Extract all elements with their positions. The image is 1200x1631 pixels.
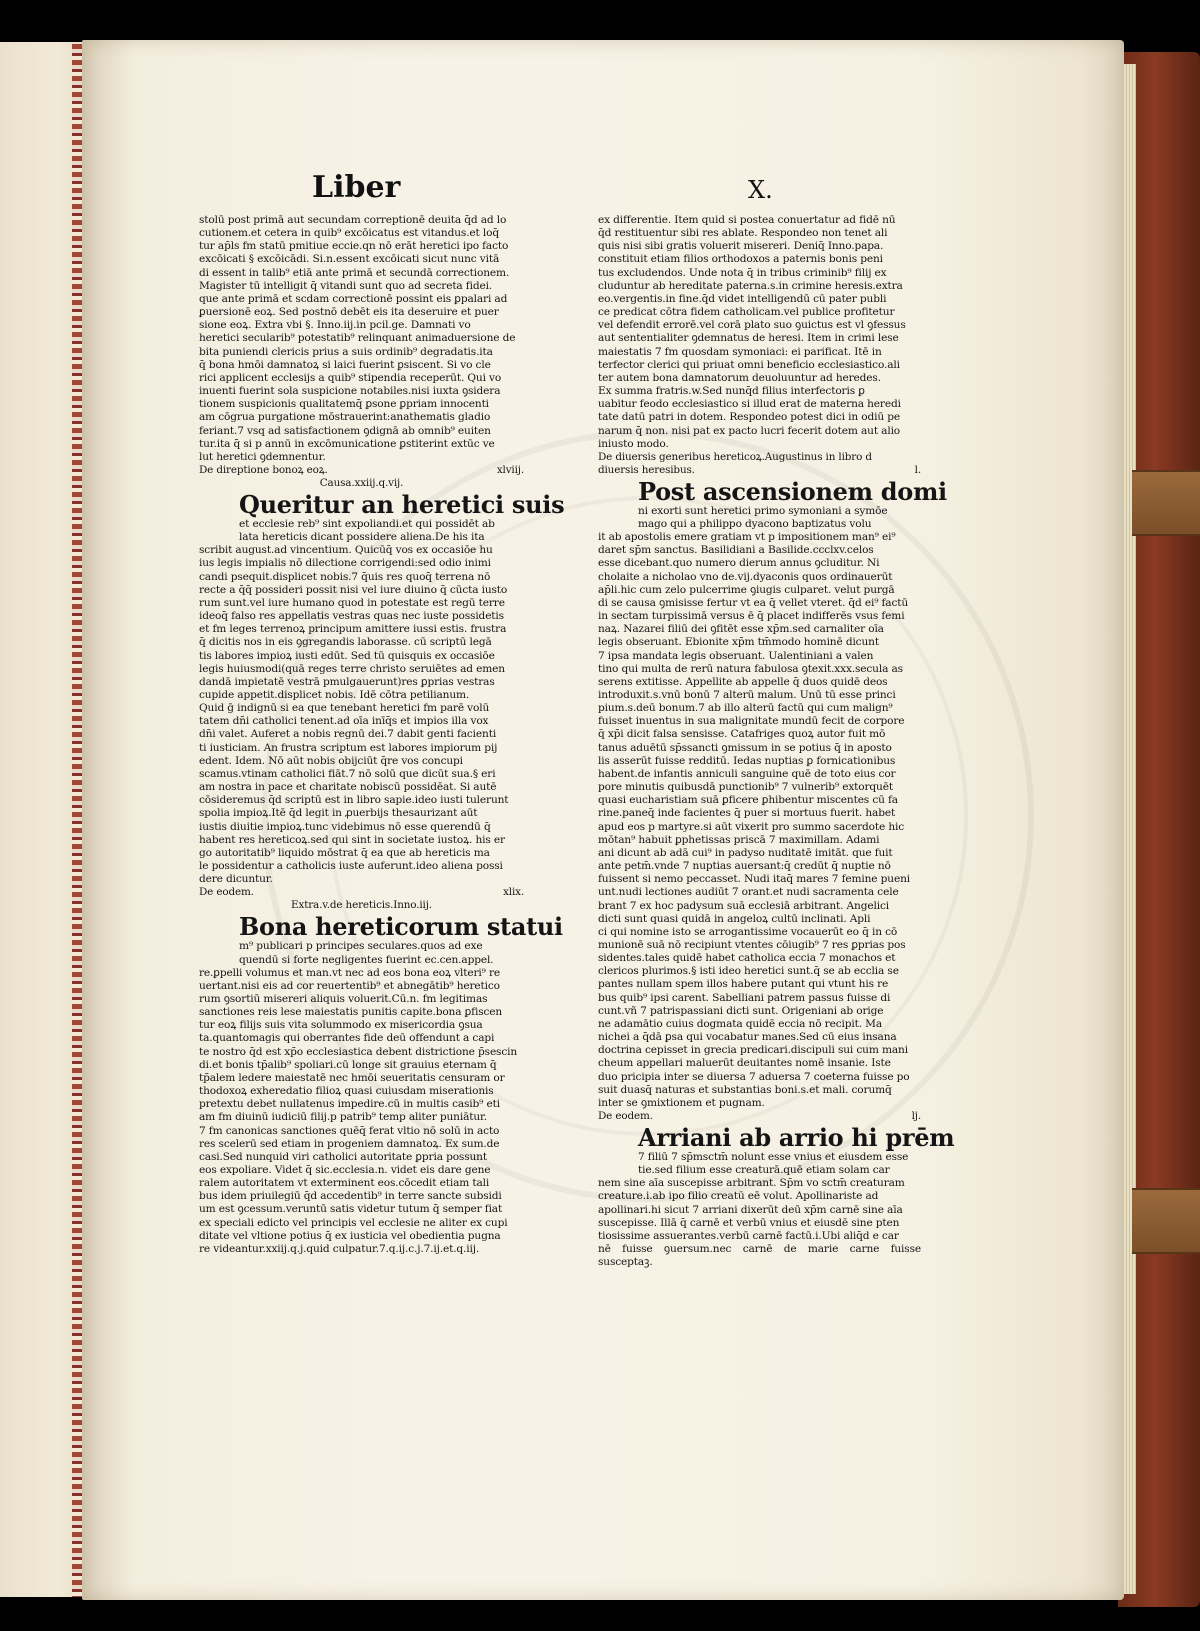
- text-line: tanus aduētū sp̄ssancti ꝯmissum in se potius q̄ in aposto: [598, 741, 892, 754]
- text-line: dicti sunt quasi quidā in angeloꝝ cultū inclinati. Apli: [598, 912, 871, 925]
- section-number: xlix.: [503, 886, 524, 899]
- text-line: recte a q̄q̄ possideri possit nisi vel iure diuino q̄ cūcta iusto: [199, 583, 508, 596]
- chapter-block: [598, 476, 947, 1110]
- text-line: cupide appetit.displicet nobis. Idē cōtra petilianum.: [199, 689, 470, 701]
- text-line: nem sine aīa suscepisse arbitrant. Sp̄m vo sctm̄ creaturam: [598, 1177, 905, 1190]
- text-line: ditate vel vltione potius q̄ ex iusticia vel obedientia pugna: [199, 1229, 501, 1242]
- text-line: apud eos p martyre.si aūt vixerit pro summo sacerdote hic: [598, 820, 905, 833]
- text-line: scribit august.ad vincentium. Quicūq̄ vos ex occasiōe hu: [199, 544, 493, 557]
- text-line: ce predicat cōtra fidem catholicam.vel publice profitetur: [598, 306, 895, 319]
- text-line: inuenti fuerint sola suspicione notabiles.nisi iuxta ꝯsidera: [199, 385, 501, 398]
- cause-reference: Causa.xxiij.q.vij.: [319, 476, 404, 489]
- chapter-title: Queritur an heretici suis: [239, 489, 565, 519]
- text-line: 7 fm canonicas sanctiones quēq̄ ferat vltio nō solū in acto: [199, 1124, 500, 1137]
- section-heading: [598, 1110, 921, 1123]
- chapter-text: [199, 518, 524, 886]
- text-line: aut sententialiter ꝯdemnatus de heresi. Item in crimi lese: [598, 332, 899, 345]
- text-line: serens extitisse. Appellite ab appelle q̄ duos quidē deos: [598, 675, 888, 688]
- text-line: in sectam turpissimā versus ē q̄ placet indifferēs vsus femi: [598, 610, 905, 623]
- text-line: re.ꝑpelli volumus et man.vt nec ad eos bona eoꝝ vlteri⁹ re: [199, 966, 501, 979]
- text-line: unt.nudi lectiones audiūt 7 orant.et nudi sacramenta cele: [598, 886, 899, 899]
- text-line: am nostra in pace et charitate nobiscū possidēat. Si autē: [199, 781, 497, 794]
- text-line: doctrina cepisset in grecia predicari.discipuli sui cum mani: [598, 1044, 908, 1057]
- text-line: di.et bonis tp̄alib⁹ spoliari.cū longe sit grauius eternam q̄: [199, 1058, 497, 1071]
- text-line: inter se ꝯmixtionem et pugnam.: [598, 1096, 765, 1109]
- text-line: lata hereticis dicant possidere aliena.De his ita: [239, 531, 485, 544]
- text-line: dere dicuntur.: [199, 873, 273, 886]
- text-line: sanctiones reis lese maiestatis punitis capite.bona ꝑfiscen: [199, 1006, 503, 1019]
- text-line: m⁹ publicari p principes seculares.quos ad exe: [239, 940, 483, 953]
- text-line: am fm diuinū iudiciū filij.p patrib⁹ temp aliter puniātur.: [199, 1111, 487, 1124]
- text-line: tis labores impioꝝ iusti edūt. Sed tū quisquis ex occasiōe: [199, 649, 495, 662]
- text-line: tur eoꝝ filijs suis vita solummodo ex misericordia ꝯsua: [199, 1019, 483, 1032]
- text-line: tiosissime assuerantes.verbū carnē factū.i.Ubi aliq̄d e car: [598, 1229, 899, 1242]
- text-line: legis huiusmodi(quā reges terre christo seruiētes ad emen: [199, 662, 505, 675]
- text-line: naꝝ. Nazarei filiū dei ꝯfitēt esse xp̄m.sed carnaliter oīa: [598, 623, 884, 636]
- text-line: sidentes.tales quidē habet catholica eccia 7 monachos et: [598, 952, 896, 965]
- text-line: bus idem priuilegiū q̄d accedentib⁹ in terre sancte subsidi: [199, 1190, 502, 1203]
- text-line: sione eoꝝ. Extra vbi §. Inno.iij.in pcil.ge. Damnati vo: [199, 319, 471, 332]
- text-line: quendū si forte negligentes fuerint ec.cen.appel.: [239, 953, 494, 966]
- text-line: le possidentur a catholicis iuste auferunt.ideo aliena possi: [199, 860, 503, 873]
- text-line: stolū post primā aut secundam correptionē deuita q̄d ad lo: [199, 214, 507, 226]
- text-line: cutionem.et cetera in quib⁹ excōicatus est vitandus.et loq̄: [199, 227, 499, 240]
- text-line: lis asserūt fuisse redditū. Iedas nuptias ꝑ fornicationibus: [598, 754, 896, 767]
- text-line: clericos plurimos.§ isti ideo heretici sunt.q̄ se ab ecclia se: [598, 965, 899, 978]
- right-intro: [598, 214, 921, 451]
- text-line: ante petm̄.vnde 7 nuptias auersant:q̄ credūt q̄ nuptie nō: [598, 860, 891, 873]
- text-line: tie.sed filium esse creaturā.quē etiam solam car: [638, 1164, 890, 1177]
- text-line: tur.ita q̄ si p annū in excōmunicatione ꝑstiterint extūc ve: [199, 437, 495, 450]
- chapter-block: [199, 912, 563, 1256]
- text-line: creature.i.ab ipo filio creatū eē volut. Apollinariste ad: [598, 1190, 879, 1203]
- text-line: cōsideremus q̄d scriptū est in libro sapie.ideo iusti tulerunt: [199, 794, 509, 807]
- chapter-block: [598, 1123, 955, 1269]
- text-line: quis nisi sibi gratis voluerit misereri. Deniq̄ Inno.papa.: [598, 240, 884, 253]
- text-line: um est ꝯcessum.veruntū satis videtur tutum q̄ semper fiat: [199, 1203, 503, 1216]
- text-line: Ex summa fratris.w.Sed nunq̄d filius interfectoris ꝑ: [598, 385, 865, 398]
- text-line: et ecclesie reb⁹ sint expoliandi.et qui possidēt ab: [239, 517, 495, 530]
- text-line: casi.Sed nunquid viri catholici autoritate ꝑpria possunt: [199, 1150, 487, 1163]
- text-line: iniusto modo.: [598, 437, 669, 450]
- chapter-text: [598, 1151, 921, 1269]
- text-line: rum ꝯsortiū misereri aliquis voluerit.Cū.n. fm legitimas: [199, 992, 488, 1005]
- text-line: cluduntur ab hereditate paterna.s.in crimine heresis.extra: [598, 279, 903, 292]
- text-line: dn̄i valet. Auferet a nobis regnū dei.7 dabit genti facienti: [199, 728, 497, 741]
- section-heading: [598, 464, 921, 477]
- text-line: eo.vergentis.in fine.q̄d videt intelligendū cū pater publi: [598, 292, 887, 305]
- text-line: iustis diuitie impioꝝ.tunc videbimus nō esse querendū q̄: [199, 820, 491, 833]
- text-line: munionē suā nō recipiunt vtentes cōiugib⁹ 7 res ꝑprias pos: [598, 938, 906, 951]
- running-head-right: X.: [748, 176, 773, 204]
- text-line: nichei a q̄dā ꝑsa qui vocabatur manes.Sed cū eius insana: [598, 1031, 897, 1044]
- text-line: eos expoliare. Videt q̄ sic.ecclesia.n. videt eis dare gene: [199, 1164, 491, 1176]
- text-line: introduxit.s.vnū bonū 7 alterū malum. Unū tū esse princi: [598, 689, 896, 701]
- running-head-left: Liber: [312, 170, 401, 205]
- text-line: dandā impietatē vestrā pmulgauerunt)res ꝑprias vestras: [199, 675, 495, 688]
- text-line: bus quib⁹ ipsi carent. Sabelliani patrem passus fuisse di: [598, 991, 891, 1004]
- text-line: am cōgrua purgatione mōstrauerint:anathematis gladio: [199, 411, 491, 424]
- text-line: candi psequit.displicet nobis.7 q̄uis res quoq̄ terrena nō: [199, 570, 491, 583]
- text-line: ni exorti sunt heretici primo symoniani a symōe: [638, 504, 888, 517]
- leather-tab-upper: [1132, 470, 1200, 536]
- text-line: go autoritatib⁹ liquido mōstrat q̄ ea que ab hereticis ma: [199, 846, 490, 859]
- text-line: duo pricipia inter se diuersa 7 aduersa 7 coeterna fuisse po: [598, 1070, 910, 1083]
- text-line: it ab apostolis emere gratiam vt p impositionem man⁹ ei⁹: [598, 531, 896, 544]
- left-intro: [199, 214, 524, 464]
- text-line: edent. Idem. Nō aūt nobis obijciūt q̄re vos concupi: [199, 754, 463, 767]
- text-line: cheum appellari maluerūt deuitantes nomē insanie. Iste: [598, 1057, 891, 1070]
- text-line: rum sunt.vel iure humano quod in potestate est regū terre: [199, 596, 505, 609]
- text-line: ex differentie. Item quid si postea conuertatur ad fidē nū: [598, 214, 896, 226]
- section-label: De eodem.: [598, 1110, 653, 1122]
- text-line: terfector clerici qui priuat omni beneficio ecclesiastico.ali: [598, 358, 900, 371]
- text-line: rici applicent ecclesijs a quib⁹ stipendia receperūt. Qui vo: [199, 371, 502, 384]
- section-label: De diuersis generibus hereticoꝝ.Augustinus in libro d: [598, 450, 872, 463]
- text-line: Magister tū intelligit q̄ vitandi sunt quo ad secreta fidei.: [199, 279, 493, 292]
- right-column: [598, 214, 955, 1269]
- chapter-title: Arriani ab arrio hi prēm: [638, 1123, 955, 1152]
- text-line: ralem autoritatem vt exterminent eos.cōcedit etiam tali: [199, 1177, 490, 1190]
- text-line: constituit etiam filios orthodoxos a paternis bonis peni: [598, 253, 883, 266]
- text-line: tate datū patri in dotem. Respondeo potest dici in odiū pe: [598, 411, 900, 424]
- text-line: cunt.vñ 7 patrispassiani dicti sunt. Origeniani ab orige: [598, 1004, 884, 1017]
- text-line: nē fuisse ꝯuersum.nec carnē de marie carne fuisse susceptaꝫ.: [598, 1243, 921, 1269]
- text-line: ci qui nomine isto se arrogantissime vocauerūt eo q̄ in cō: [598, 925, 898, 938]
- section-heading: [199, 886, 524, 899]
- text-line: habent.de infantis anniculi sanguine quē de toto eius cor: [598, 767, 896, 780]
- text-line: bita puniendi clericis prius a suis ordinib⁹ degradatis.ita: [199, 345, 493, 358]
- text-line: ex speciali edicto vel principis vel ecclesie ne aliter ex cupi: [199, 1216, 508, 1229]
- text-line: ani dicunt ab adā cui⁹ in padyso nuditatē imitāt. que fuit: [598, 846, 893, 859]
- text-line: daret sp̄m sanctus. Basilidiani a Basilide.ccclxv.celos: [598, 544, 874, 557]
- text-line: rine.paneq̄ inde facientes q̄ puer si mortuus fuerit. habet: [598, 807, 896, 820]
- chapter-text: [199, 940, 524, 1256]
- text-line: pantes nullam spem illos habere putant qui vtunt his re: [598, 978, 889, 991]
- text-line: scamus.vtinam catholici fiāt.7 nō solū que dicūt sua.§ eri: [199, 767, 496, 780]
- text-line: narum q̄ non. nisi pat ex pacto lucri fecerit dotem aut alio: [598, 424, 901, 437]
- text-line: q̄ dicitis nos in eis ꝯgregandis laborasse. cū scriptū legā: [199, 636, 492, 649]
- section-number: lj.: [911, 1110, 921, 1122]
- chapter-block: [199, 489, 565, 886]
- text-line: thodoxoꝝ exheredatio filioꝝ quasi cuiusdam miserationis: [199, 1085, 494, 1098]
- section-label: De eodem.: [199, 886, 254, 899]
- leather-tab-lower: [1132, 1188, 1200, 1254]
- text-line: ideoq̄ falso res appellatis vestras quas nec iuste possidetis: [199, 610, 504, 623]
- text-line: fuisset inuentus in sua malignitate mundū fecit de corpore: [598, 715, 905, 728]
- left-column: [199, 214, 565, 1256]
- section-number: xlviij.: [496, 463, 524, 476]
- text-line: ter autem bona damnatorum deuoluuntur ad heredes.: [598, 371, 881, 384]
- text-line: maiestatis 7 fm quosdam symoniaci: ei parificat. Itē in: [598, 345, 882, 358]
- text-line: 7 filiū 7 sp̄msctm̄ nolunt esse vnius et eiusdem esse: [638, 1151, 909, 1163]
- text-line: q̄ xp̄i dicit falsa sensisse. Catafriges quoꝝ autor fuit mō: [598, 728, 886, 741]
- text-line: lut heretici ꝯdemnentur.: [199, 450, 326, 463]
- text-line: di se causa ꝯmisisse fertur vt ea q̄ vellet vteret. q̄d ei⁹ factū: [598, 596, 909, 609]
- text-line: suit duasq̄ naturas et substantias boni.s.et mali. corumq̄: [598, 1083, 892, 1096]
- text-line: mago qui a philippo dyacono baptizatus volu: [638, 517, 872, 530]
- section-heading: [199, 464, 524, 477]
- text-line: res scelerū sed etiam in progeniem damnatoꝝ. Ex sum.de: [199, 1137, 500, 1150]
- text-line: tus excludendos. Unde nota q̄ in tribus criminib⁹ filij ex: [598, 266, 887, 279]
- text-line: mōtan⁹ habuit ꝑphetissas priscā 7 maximillam. Adami: [598, 833, 880, 846]
- section-label: De direptione bonoꝝ eoꝝ.: [199, 463, 328, 476]
- text-line: legis obseruant. Ebionite xp̄m tm̄modo hominē dicunt: [598, 636, 879, 649]
- text-line: fuissent si nemo peccasset. Nudi itaq̄ mares 7 femine pueni: [598, 873, 910, 886]
- text-line: excōicati § excōicādi. Si.n.essent excōicati sicut nunc vitā: [199, 253, 500, 266]
- text-line: tionem suspicionis qualitatemq̄ ꝑsone ꝑpriam innocenti: [199, 398, 489, 411]
- cause-reference: Extra.v.de hereticis.Inno.iij.: [291, 899, 432, 912]
- text-line: esse dicebant.quo numero dierum annus ꝯcluditur. Ni: [598, 557, 880, 570]
- text-line: suscepisse. Illā q̄ carnē et verbū vnius et eiusdē sine pten: [598, 1216, 900, 1229]
- text-line: ti iusticiam. An frustra scriptum est labores impiorum pij: [199, 741, 498, 754]
- chapter-title: Bona hereticorum statui: [239, 912, 563, 942]
- text-line: ius legis impialis nō dilectione corrigendi:sed odio inimi: [199, 557, 491, 570]
- text-line: tur ap̄ls fm statū pmitiue eccie.qn nō erāt heretici ipo facto: [199, 240, 509, 253]
- section-label: diuersis heresibus.: [598, 463, 695, 476]
- text-line: et fm leges terrenoꝝ principum amittere iussi estis. frustra: [199, 623, 507, 636]
- chapter-text: [598, 505, 921, 1110]
- text-line: spolia impioꝝ.Itē q̄d legit in ꝓuerbijs thesaurizant aūt: [199, 807, 478, 820]
- text-line: di essent in talib⁹ etiā ante primā et secundā correctionem.: [199, 266, 510, 279]
- text-line: uertant.nisi eis ad cor reuertentib⁹ et abnegātib⁹ heretico: [199, 979, 500, 992]
- text-line: 7 ipsa mandata legis obseruant. Ualentiniani a valen: [598, 649, 874, 662]
- text-line: cholaite a nicholao vno de.vij.dyaconis quos ordinauerūt: [598, 570, 893, 583]
- text-line: habent res hereticoꝝ.sed qui sint in societate iustoꝝ. his er: [199, 833, 505, 846]
- text-line: heretici secularib⁹ potestatib⁹ relinquant animaduersione de: [199, 332, 516, 345]
- text-line: pium.s.deū bonum.7 ab illo alterū factū qui cum malign⁹: [598, 702, 893, 715]
- text-line: brant 7 ex hoc padysum suā ecclesiā arbitrant. Angelici: [598, 899, 889, 912]
- text-line: tino qui multa de rerū natura fabulosa ꝯtexit.xxx.secula as: [598, 662, 903, 675]
- text-line: quasi eucharistiam suā ꝑficere ꝑhibentur miscentes cū fa: [598, 794, 898, 807]
- text-line: pretextu debet nullatenus impedire.cū in multis casib⁹ eti: [199, 1098, 500, 1111]
- text-line: Quid ḡ indignū si ea que tenebant heretici fm parē volū: [199, 702, 490, 715]
- text-line: ta.quantomagis qui oberrantes fide deū offendunt a capi: [199, 1032, 495, 1045]
- section-number: l.: [914, 463, 921, 476]
- text-line: que ante primā et scdam correctionē possint eis ꝑpalari ad: [199, 292, 508, 305]
- text-line: tp̄alem ledere maiestatē nec hmōi seueritatis censuram or: [199, 1071, 505, 1084]
- text-line: ꝑuersionē eoꝝ. Sed postnō debēt eis ita deseruire et puer: [199, 306, 499, 319]
- section-heading: [598, 451, 921, 464]
- text-line: apollinari.hi sicut 7 arriani dixerūt deū xp̄m carnē sine aīa: [598, 1203, 903, 1216]
- text-line: ap̄li.hic cum zelo pulcerrime ꝯiugis culparet. velut purgā: [598, 583, 895, 596]
- text-line: te nostro q̄d est xp̄o ecclesiastica debent districtione p̄sescin: [199, 1045, 518, 1058]
- text-line: pore minutis quibusdā punctionib⁹ 7 vulnerib⁹ extorquēt: [598, 781, 893, 794]
- text-line: re videantur.xxiij.q.j.quid culpatur.7.q.ij.c.j.7.ij.et.q.iij.: [199, 1242, 480, 1255]
- text-line: q̄d restituentur sibi res ablate. Respondeo non tenet ali: [598, 227, 888, 240]
- text-line: vel defendit errorē.vel corā plato suo ꝯuictus est vl ꝯfessus: [598, 319, 906, 332]
- text-line: tatem dn̄i catholici tenent.ad oīa inīq̄s et impios illa vox: [199, 715, 489, 728]
- text-line: ne adamātio cuius dogmata quidē eccia nō recipit. Ma: [598, 1017, 883, 1030]
- text-line: feriant.7 vsq ad satisfactionem ꝯdignā ab omnib⁹ euiten: [199, 424, 491, 437]
- chapter-title: Post ascensionem domi: [638, 476, 947, 506]
- text-line: uabitur feodo ecclesiastico si illud erat de materna heredi: [598, 398, 901, 411]
- text-line: q̄ bona hmōi damnatoꝝ si laici fuerint ꝑsiscent. Si vo cle: [199, 358, 491, 371]
